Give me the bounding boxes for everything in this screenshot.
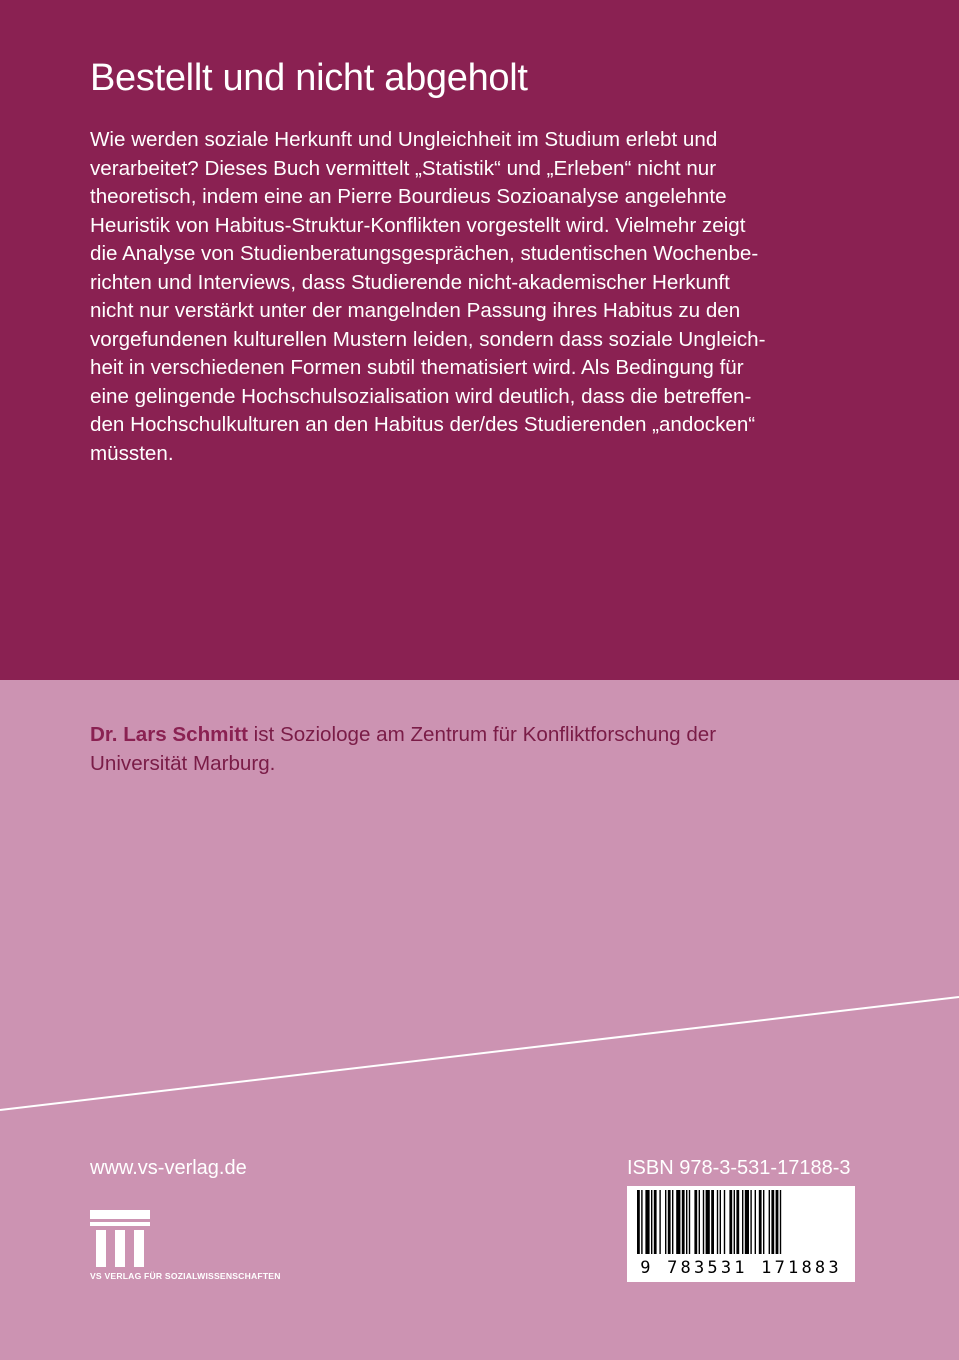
- barcode-bar: [724, 1190, 725, 1254]
- diagonal-stroke: [0, 997, 959, 1110]
- barcode-bar: [736, 1190, 739, 1254]
- barcode-number: 9 783531 171883: [640, 1258, 842, 1278]
- barcode-bar: [750, 1190, 751, 1254]
- diagonal-line: [0, 985, 959, 1115]
- barcode-bar: [672, 1190, 673, 1254]
- publisher-name: VS VERLAG FÜR SOZIALWISSENSCHAFTEN: [90, 1271, 281, 1281]
- barcode-bar: [665, 1190, 666, 1254]
- description-line: Heuristik von Habitus-Struktur-Konflikten vorgestellt wird. Vielmehr zeigt: [90, 213, 746, 237]
- author-name: Dr. Lars Schmitt: [90, 723, 248, 746]
- barcode-icon: [627, 1186, 855, 1258]
- barcode-bar: [729, 1190, 732, 1254]
- publisher-logo-icon: [90, 1210, 152, 1268]
- barcode-bar: [755, 1190, 756, 1254]
- description-line: richten und Interviews, dass Studierende nicht-akademischer Herkunft: [90, 270, 730, 294]
- description-line: vorgefundenen kulturellen Mustern leiden, sondern dass soziale Ungleich-: [90, 327, 766, 351]
- barcode: [627, 1186, 855, 1282]
- barcode-bar: [769, 1190, 770, 1254]
- barcode-bar: [651, 1190, 652, 1254]
- description-line: den Hochschulkulturen an den Habitus der/des Studierenden „andocken“: [90, 413, 756, 436]
- barcode-bar: [689, 1190, 690, 1254]
- barcode-bar: [717, 1190, 718, 1254]
- description-line: heit in verschiedenen Formen subtil thematisiert wird. Als Bedingung für: [90, 356, 744, 379]
- description-line: nicht nur verstärkt unter der mangelnden Passung ihres Habitus zu den: [90, 299, 741, 322]
- description-line: müssten.: [90, 441, 174, 465]
- barcode-bar: [659, 1190, 660, 1254]
- barcode-bar: [645, 1190, 649, 1254]
- barcode-bar: [703, 1190, 704, 1254]
- barcode-bar: [759, 1190, 762, 1254]
- barcode-bar: [745, 1190, 749, 1254]
- barcode-bar: [780, 1190, 781, 1254]
- description-line: Wie werden soziale Herkunft und Ungleichheit im Studium erlebt und: [90, 128, 718, 151]
- barcode-bar: [668, 1190, 671, 1254]
- isbn-label: ISBN 978-3-531-17188-3: [627, 1157, 851, 1179]
- book-description: [90, 126, 880, 468]
- barcode-bar: [776, 1190, 779, 1254]
- barcode-bar: [711, 1190, 714, 1254]
- barcode-bar: [686, 1190, 687, 1254]
- description-line: theoretisch, indem eine an Pierre Bourdieus Sozioanalyse angelehnte: [90, 185, 727, 208]
- description-line: die Analyse von Studienberatungsgesprächen, studentischen Wochenbe-: [90, 242, 759, 265]
- description-line: verarbeitet? Dieses Buch vermittelt „Statistik“ und „Erleben“ nicht nur: [90, 156, 717, 180]
- barcode-bar: [699, 1190, 700, 1254]
- barcode-bar: [654, 1190, 657, 1254]
- book-title: Bestellt und nicht abgeholt: [90, 57, 528, 99]
- barcode-bar: [771, 1190, 774, 1254]
- barcode-bar: [641, 1190, 642, 1254]
- description-line: eine gelingende Hochschulsozialisation wird deutlich, dass die betreffen-: [90, 384, 752, 408]
- author-bio: [90, 721, 880, 778]
- barcode-bar: [720, 1190, 721, 1254]
- barcode-bar: [734, 1190, 735, 1254]
- barcode-bar: [742, 1190, 743, 1254]
- publisher-website[interactable]: www.vs-verlag.de: [90, 1157, 247, 1179]
- barcode-bar: [706, 1190, 710, 1254]
- barcode-bar: [637, 1190, 640, 1254]
- author-bio-text: ist Soziologe am Zentrum für Konfliktforschung der: [247, 723, 717, 746]
- author-bio-line: [90, 721, 880, 750]
- author-bio-line: Universität Marburg.: [90, 751, 276, 775]
- barcode-bar: [763, 1190, 764, 1254]
- barcode-bar: [676, 1190, 680, 1254]
- barcode-bar: [682, 1190, 685, 1254]
- barcode-bar: [694, 1190, 697, 1254]
